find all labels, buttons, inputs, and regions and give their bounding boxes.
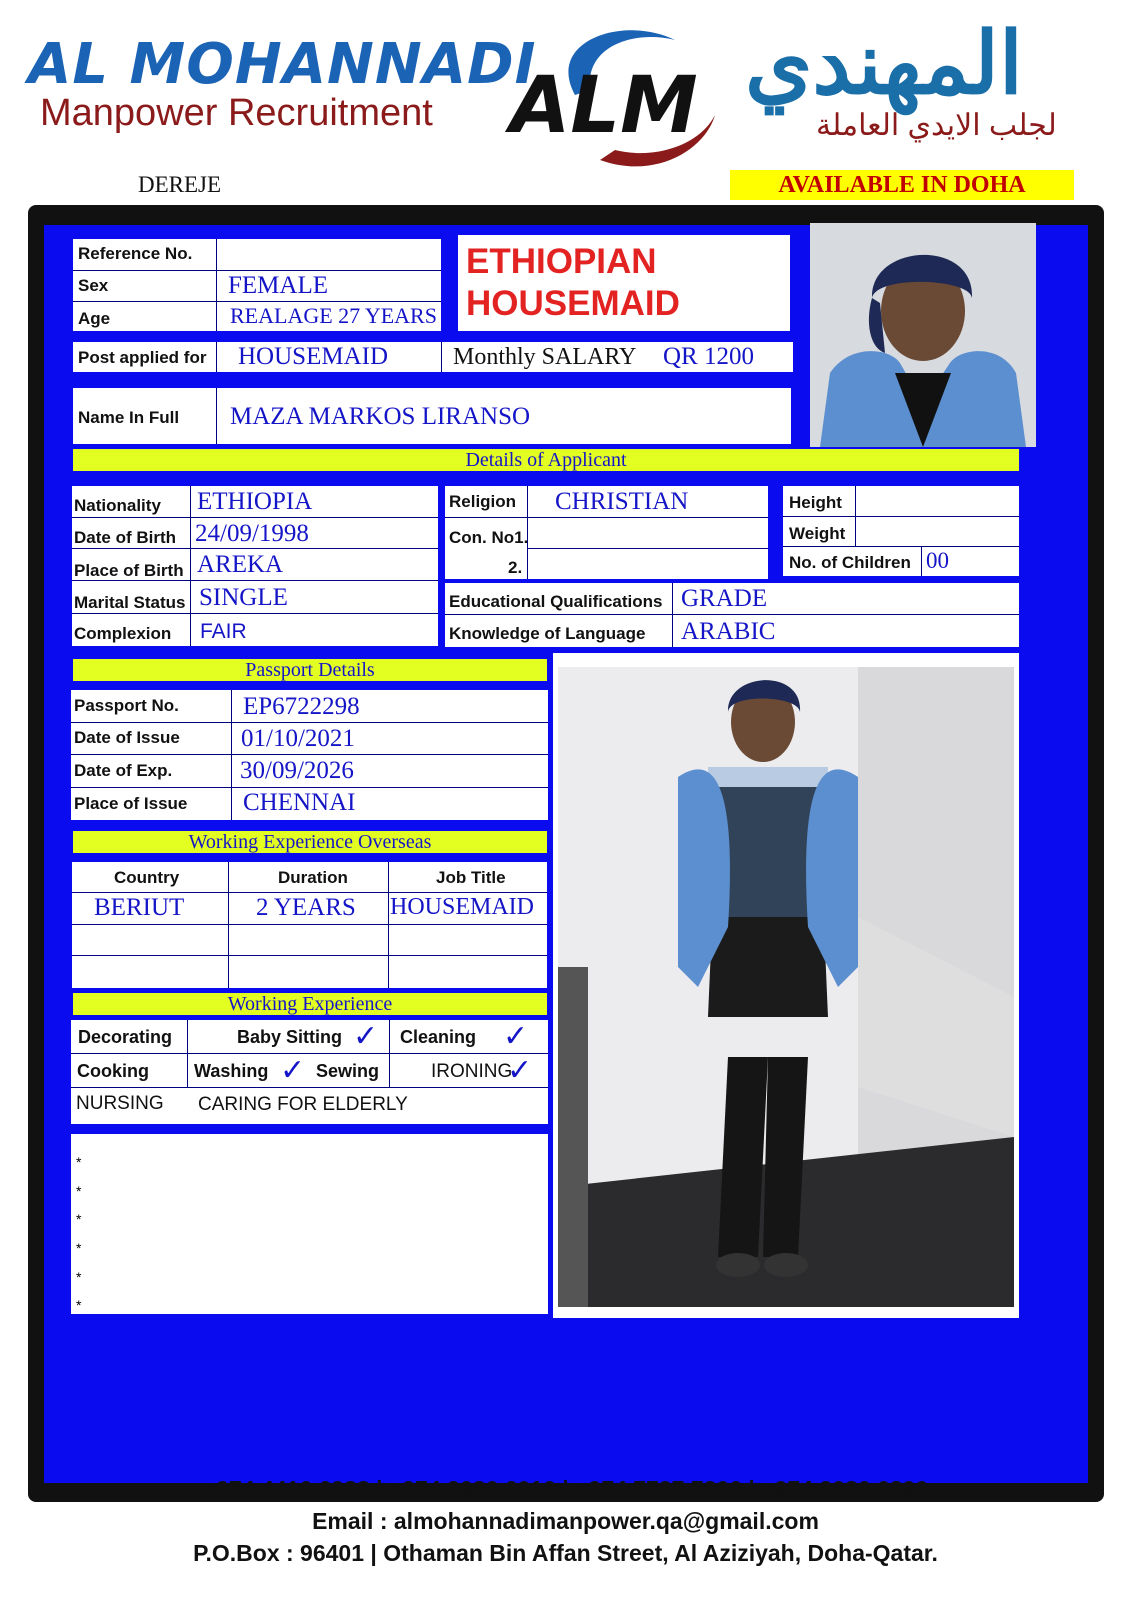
age-value: REALAGE 27 YEARS	[230, 303, 437, 328]
note-bullet: *	[76, 1154, 82, 1170]
skills-section-bar: Working Experience	[73, 993, 547, 1015]
footer-phones: +974 4416 6988 | +974 3086 6010 | +974 7737 7206 | +974 3086 6890	[202, 1476, 929, 1502]
religion-contact-table	[445, 486, 768, 579]
language-label: Knowledge of Language	[449, 624, 646, 643]
nationality-value: ETHIOPIA	[197, 488, 313, 515]
column-duration: Duration	[278, 868, 348, 887]
contact1-label: Con. No1.	[449, 528, 529, 547]
position-title-line2: HOUSEMAID	[466, 284, 680, 323]
passport-number-label: Passport No.	[74, 696, 179, 715]
footer-email: Email : almohannadimanpower.qa@gmail.com	[312, 1508, 819, 1534]
alm-logo	[505, 20, 730, 175]
salary-value: QR 1200	[663, 343, 754, 370]
complexion-value: FAIR	[200, 620, 247, 643]
skill-ironing: IRONING	[431, 1061, 513, 1082]
issue-date-value: 01/10/2021	[241, 725, 355, 752]
sex-value: FEMALE	[228, 272, 328, 299]
skill-sewing: Sewing	[316, 1061, 380, 1081]
skill-decorating: Decorating	[78, 1027, 173, 1047]
company-tagline-arabic: لجلب الايدي العاملة	[816, 109, 1057, 142]
issue-date-label: Date of Issue	[74, 728, 180, 747]
salary-label: Monthly SALARY	[453, 344, 637, 370]
skill-caring-elderly: CARING FOR ELDERLY	[198, 1094, 408, 1115]
religion-value: CHRISTIAN	[555, 488, 689, 515]
note-bullet: *	[76, 1297, 82, 1313]
full-body-photo	[558, 667, 1014, 1307]
age-label: Age	[78, 309, 111, 328]
notes-box	[71, 1134, 548, 1314]
company-name-arabic: المهندي	[745, 16, 1023, 112]
children-label: No. of Children	[789, 553, 911, 572]
availability-badge: AVAILABLE IN DOHA	[730, 170, 1074, 200]
dob-value: 24/09/1998	[195, 520, 309, 547]
agent-name: DEREJE	[138, 172, 222, 197]
passport-table	[71, 690, 548, 820]
skill-baby-sitting: Baby Sitting	[237, 1027, 343, 1047]
baby-sitting-check-icon: ✓	[353, 1019, 379, 1054]
expiry-date-value: 30/09/2026	[240, 757, 354, 784]
cleaning-check-icon: ✓	[503, 1019, 529, 1054]
post-label: Post applied for	[78, 348, 207, 367]
note-bullet: *	[76, 1269, 82, 1285]
personal-details-table	[72, 486, 438, 646]
full-name-row	[73, 388, 791, 444]
pob-value: AREKA	[197, 551, 284, 578]
contact2-label: 2.	[508, 558, 523, 577]
overseas-section-bar: Working Experience Overseas	[73, 831, 547, 853]
issue-place-label: Place of Issue	[74, 794, 188, 813]
dob-label: Date of Birth	[74, 528, 176, 547]
company-tagline-english: Manpower Recruitment	[40, 92, 433, 134]
pob-label: Place of Birth	[74, 561, 184, 580]
education-language-table	[445, 583, 1019, 647]
overseas-experience-table	[72, 862, 547, 988]
sex-label: Sex	[78, 276, 109, 295]
position-title-line1: ETHIOPIAN	[466, 242, 657, 281]
passport-number-value: EP6722298	[243, 693, 360, 720]
name-label: Name In Full	[78, 408, 180, 427]
height-label: Height	[789, 493, 842, 512]
note-bullet: *	[76, 1211, 82, 1227]
name-value: MAZA MARKOS LIRANSO	[230, 403, 531, 430]
column-job-title: Job Title	[436, 868, 506, 887]
position-title-box	[458, 235, 790, 331]
overseas-country-value: BERIUT	[94, 894, 185, 921]
headshot-illustration	[810, 223, 1036, 447]
skill-cleaning: Cleaning	[400, 1027, 477, 1047]
issue-place-value: CHENNAI	[243, 789, 356, 816]
skill-washing: Washing	[194, 1061, 269, 1081]
marital-label: Marital Status	[74, 593, 186, 612]
washing-check-icon: ✓	[280, 1053, 306, 1088]
column-country: Country	[114, 868, 180, 887]
company-name-english: AL MOHANNADI	[28, 32, 537, 97]
note-bullet: *	[76, 1183, 82, 1199]
alm-logo-text: ALM	[510, 61, 698, 151]
note-bullet: *	[76, 1240, 82, 1256]
overseas-job-value: HOUSEMAID	[390, 894, 534, 920]
post-value: HOUSEMAID	[238, 343, 388, 370]
language-value: ARABIC	[681, 618, 776, 645]
skills-table	[71, 1020, 548, 1124]
education-value: GRADE	[681, 585, 768, 612]
overseas-duration-value: 2 YEARS	[256, 894, 356, 921]
skill-cooking: Cooking	[77, 1061, 149, 1081]
skill-nursing: NURSING	[76, 1093, 164, 1114]
post-salary-row	[73, 342, 793, 372]
nationality-label: Nationality	[74, 496, 161, 515]
footer-address: P.O.Box : 96401 | Othaman Bin Affan Street, Al Aziziyah, Doha-Qatar.	[193, 1540, 938, 1566]
complexion-label: Complexion	[74, 624, 172, 643]
expiry-date-label: Date of Exp.	[74, 761, 173, 780]
religion-label: Religion	[449, 492, 517, 511]
physical-details-table	[783, 486, 1019, 576]
ironing-check-icon: ✓	[507, 1053, 533, 1088]
full-body-photo-frame	[553, 653, 1019, 1318]
education-label: Educational Qualifications	[449, 592, 663, 611]
applicant-headshot	[810, 223, 1036, 447]
children-value: 00	[926, 548, 949, 573]
details-section-bar: Details of Applicant	[73, 449, 1019, 471]
basic-info-table	[73, 239, 441, 331]
weight-label: Weight	[789, 524, 846, 543]
passport-section-bar: Passport Details	[73, 659, 547, 681]
reference-label: Reference No.	[78, 244, 193, 263]
marital-value: SINGLE	[199, 584, 288, 611]
